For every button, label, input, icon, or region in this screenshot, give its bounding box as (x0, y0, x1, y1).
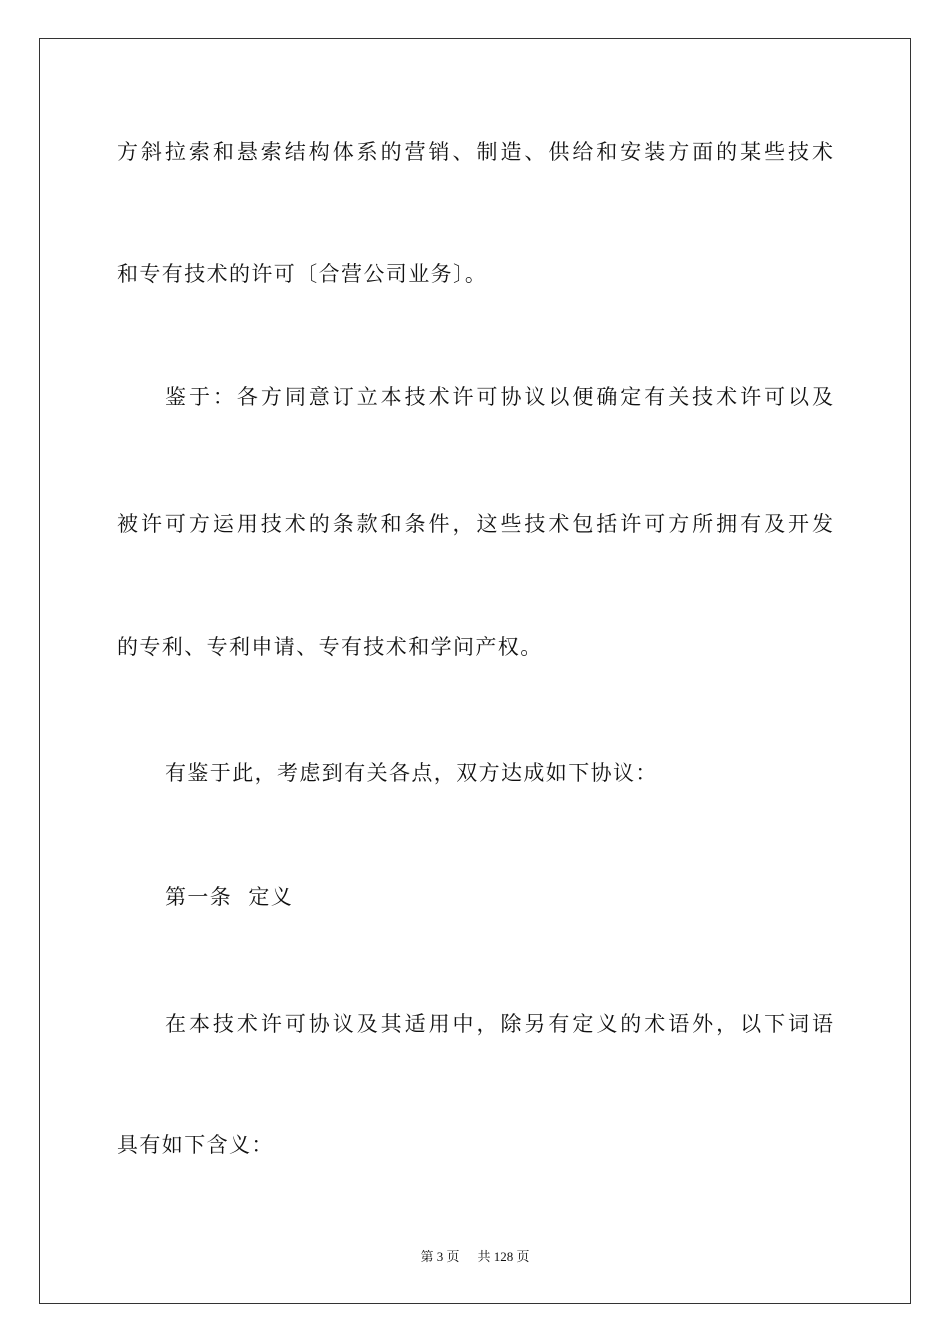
body-line-3: 鉴于：各方同意订立本技术许可协议以便确定有关技术许可以及 (165, 385, 833, 409)
body-line-6: 有鉴于此，考虑到有关各点，双方达成如下协议： (165, 761, 658, 785)
body-line-4: 被许可方运用技术的条款和条件，这些技术包括许可方所拥有及开发 (117, 512, 833, 536)
page-footer (0, 1246, 950, 1265)
article-heading: 第一条 定义 (165, 885, 294, 909)
body-line-8: 在本技术许可协议及其适用中，除另有定义的术语外，以下词语 (165, 1012, 833, 1036)
body-line-1: 方斜拉索和悬索结构体系的营销、制造、供给和安装方面的某些技术 (117, 140, 833, 164)
page-total: 共 128 页 (477, 1249, 530, 1264)
body-line-9: 具有如下含义： (117, 1133, 274, 1157)
page-number: 第 3 页 (420, 1249, 460, 1264)
body-line-2: 和专有技术的许可〔合营公司业务〕。 (117, 262, 488, 286)
page-border (39, 38, 911, 1304)
body-line-5: 的专利、专利申请、专有技术和学问产权。 (117, 635, 543, 659)
